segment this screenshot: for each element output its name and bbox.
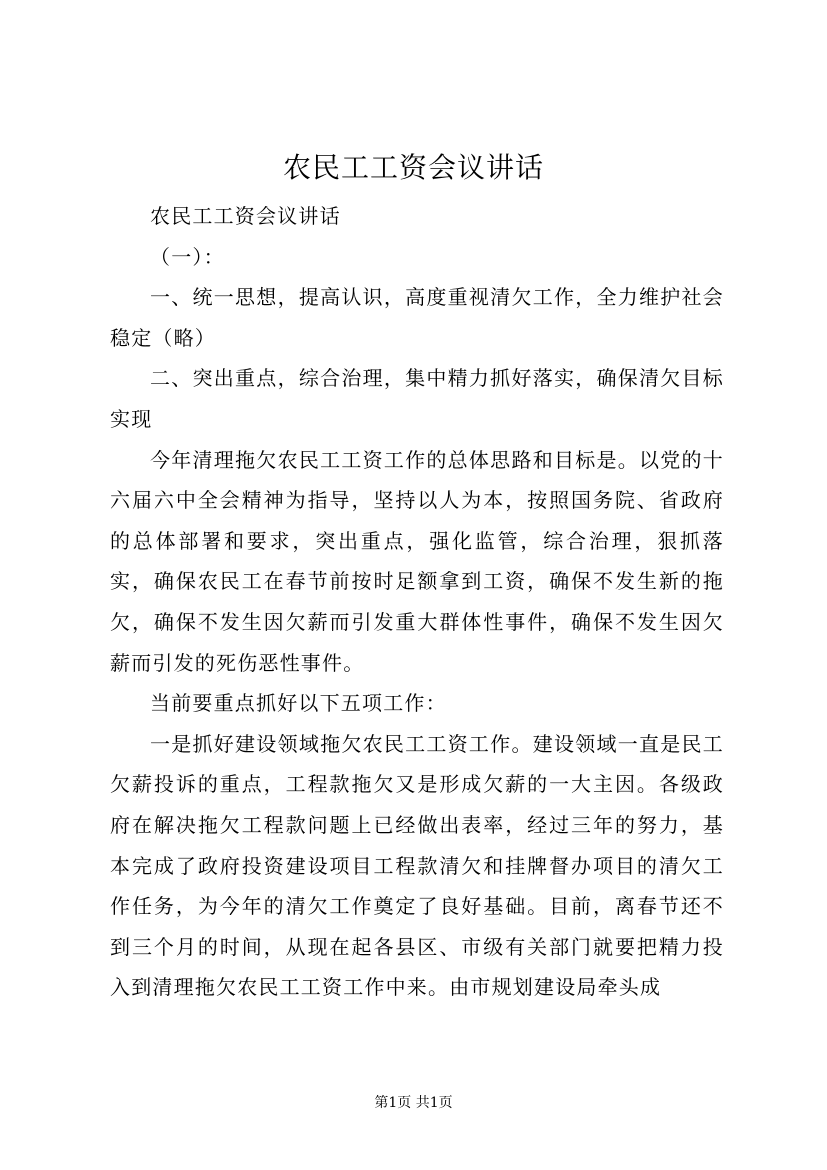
document-title: 农民工工资会议讲话 bbox=[282, 151, 544, 184]
paragraph-task-one: 一是抓好建设领域拖欠农民工工资工作。建设领域一直是民工欠薪投诉的重点，工程款拖欠又是形成欠薪的一大主因。各级政府在解决拖欠工程款问题上已经做出表率，经过三年的努力，基本完成了政府投资建设项目工程款清欠和挂牌督办项目的清欠工作任务，为今年的清欠工作奠定了良好基础。目前，离春节还不到三个月的时间，从现在起各县区、市级有关部门就要把精力投入到清理拖欠农民工工资工作中来。由市规划建设局牵头成 bbox=[110, 731, 724, 1000]
document-body bbox=[110, 196, 724, 1008]
paragraph-section-marker: （一）： bbox=[150, 244, 225, 269]
paragraph-subtitle: 农民工工资会议讲话 bbox=[150, 204, 341, 228]
page-footer: 第1页 共1页 bbox=[374, 1095, 453, 1111]
paragraph-point-one: 一、统一思想，提高认识，高度重视清欠工作，全力维护社会稳定（略） bbox=[110, 285, 724, 350]
paragraph-point-two: 二、突出重点，综合治理，集中精力抓好落实，确保清欠目标实现 bbox=[110, 366, 724, 431]
paragraph-five-tasks: 当前要重点抓好以下五项工作： bbox=[150, 691, 447, 716]
paragraph-goals: 今年清理拖欠农民工工资工作的总体思路和目标是。以党的十六届六中全会精神为指导，坚持以人为本，按照国务院、省政府的总体部署和要求，突出重点，强化监管，综合治理，狠抓落实，确保农民工在春节前按时足额拿到工资，确保不发生新的拖欠，确保不发生因欠薪而引发重大群体性事件，确保不发生因欠薪而引发的死伤恶性事件。 bbox=[110, 447, 724, 675]
